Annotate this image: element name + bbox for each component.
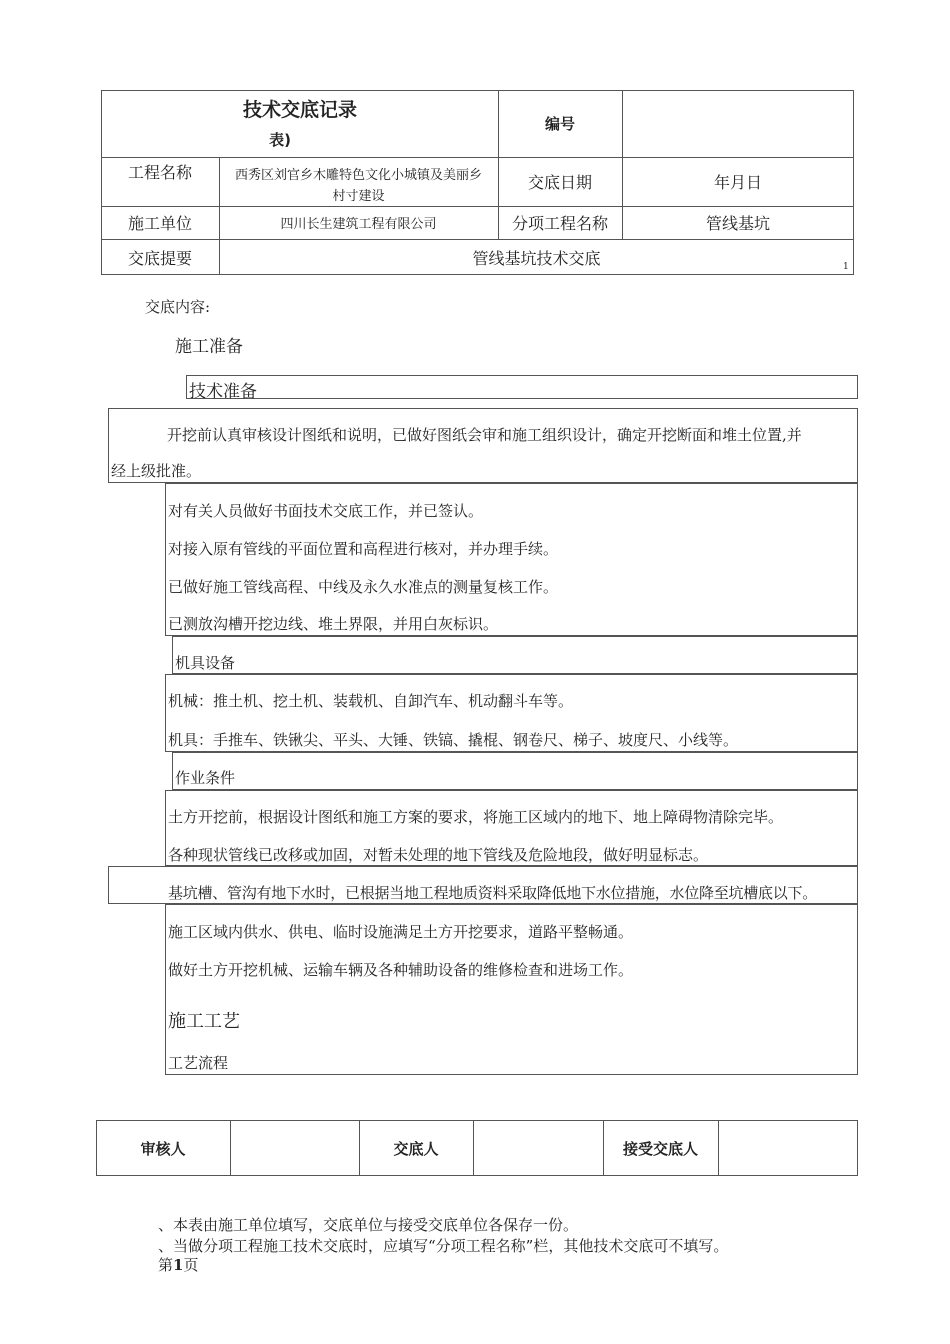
number-label: 编号 <box>544 115 575 133</box>
disclosure-intro: 交底内容: <box>145 298 211 316</box>
date-label: 交底日期 <box>527 173 592 192</box>
project-name-line1: 西秀区刘官乡木雕特色文化小城镇及美丽乡 <box>234 167 482 183</box>
conditions-heading: 作业条件 <box>175 769 236 787</box>
list-item: 对有关人员做好书面技术交底工作，并已签认。 <box>168 502 484 520</box>
para-block-1 <box>108 408 858 483</box>
unit-label: 施工单位 <box>127 214 192 233</box>
list-item: 土方开挖前，根据设计图纸和施工方案的要求，将施工区域内的地下、地上障碍物清除完毕。 <box>168 808 784 826</box>
list-item: 已测放沟槽开挖边线、堆土界限，并用白灰标识。 <box>168 615 499 633</box>
subitem-label: 分项工程名称 <box>511 214 608 233</box>
list-item: 基坑槽、管沟有地下水时，已根据当地工程地质资料采取降低地下水位措施，水位降至坑槽底以下。 <box>168 884 818 902</box>
section-construction-process: 施工工艺 <box>168 1011 240 1032</box>
project-name-label: 工程名称 <box>127 163 192 182</box>
subitem-value: 管线基坑 <box>705 214 770 233</box>
record-subtitle: 表) <box>269 130 291 149</box>
reviewer-label: 审核人 <box>140 1139 186 1158</box>
list-item: 机具：手推车、铁锹尖、平头、大锤、铁镐、撬棍、钢卷尺、梯子、坡度尺、小线等。 <box>168 731 739 749</box>
receiver-field[interactable] <box>718 1120 858 1176</box>
note-1: 、本表由施工单位填写，交底单位与接受交底单位各保存一份。 <box>158 1216 579 1234</box>
note-2: 、当做分项工程施工技术交底时，应填写“分项工程名称”栏，其他技术交底可不填写。 <box>158 1237 729 1255</box>
summary-label: 交底提要 <box>127 248 192 268</box>
discloser-field[interactable] <box>473 1120 603 1176</box>
para1-line2: 经上级批准。 <box>111 462 202 480</box>
project-name-line2: 村寸建设 <box>332 188 385 204</box>
para1-line1: 开挖前认真审核设计图纸和说明，已做好图纸会审和施工组织设计，确定开挖断面和堆土位置,并 <box>167 426 802 444</box>
tools-heading-box <box>172 636 858 674</box>
tech-prep-box <box>186 375 858 399</box>
page-number-value: 1 <box>173 1256 184 1274</box>
corner-mark: 1 <box>843 262 849 272</box>
date-value: 年月日 <box>713 173 762 192</box>
list-item: 各种现状管线已改移或加固，对暂未处理的地下管线及危险地段，做好明显标志。 <box>168 846 709 864</box>
page-prefix: 第 <box>158 1256 174 1274</box>
section-construction-prep: 施工准备 <box>175 337 243 357</box>
record-title: 技术交底记录 <box>242 98 357 121</box>
list-item: 对接入原有管线的平面位置和高程进行核对，并办理手续。 <box>168 540 559 558</box>
page-number <box>158 1254 198 1275</box>
tools-heading: 机具设备 <box>175 654 236 672</box>
list-item: 机械：推土机、挖土机、装载机、自卸汽车、机动翻斗车等。 <box>168 692 574 710</box>
receiver-label: 接受交底人 <box>622 1139 698 1158</box>
page-suffix: 页 <box>183 1256 199 1274</box>
list-item: 已做好施工管线高程、中线及永久水准点的测量复核工作。 <box>168 578 559 596</box>
process-flow-heading: 工艺流程 <box>168 1054 229 1072</box>
reviewer-field[interactable] <box>230 1120 359 1176</box>
list-item: 施工区域内供水、供电、临时设施满足土方开挖要求，道路平整畅通。 <box>168 923 634 941</box>
list-item: 做好土方开挖机械、运输车辆及各种辅助设备的维修检查和进场工作。 <box>168 961 634 979</box>
tech-prep-heading: 技术准备 <box>189 382 257 402</box>
number-value <box>622 90 854 157</box>
discloser-label: 交底人 <box>393 1139 439 1158</box>
conditions-heading-box <box>172 752 858 790</box>
summary-value: 管线基坑技术交底 <box>472 248 601 268</box>
unit-value: 四川长生建筑工程有限公司 <box>280 217 437 232</box>
